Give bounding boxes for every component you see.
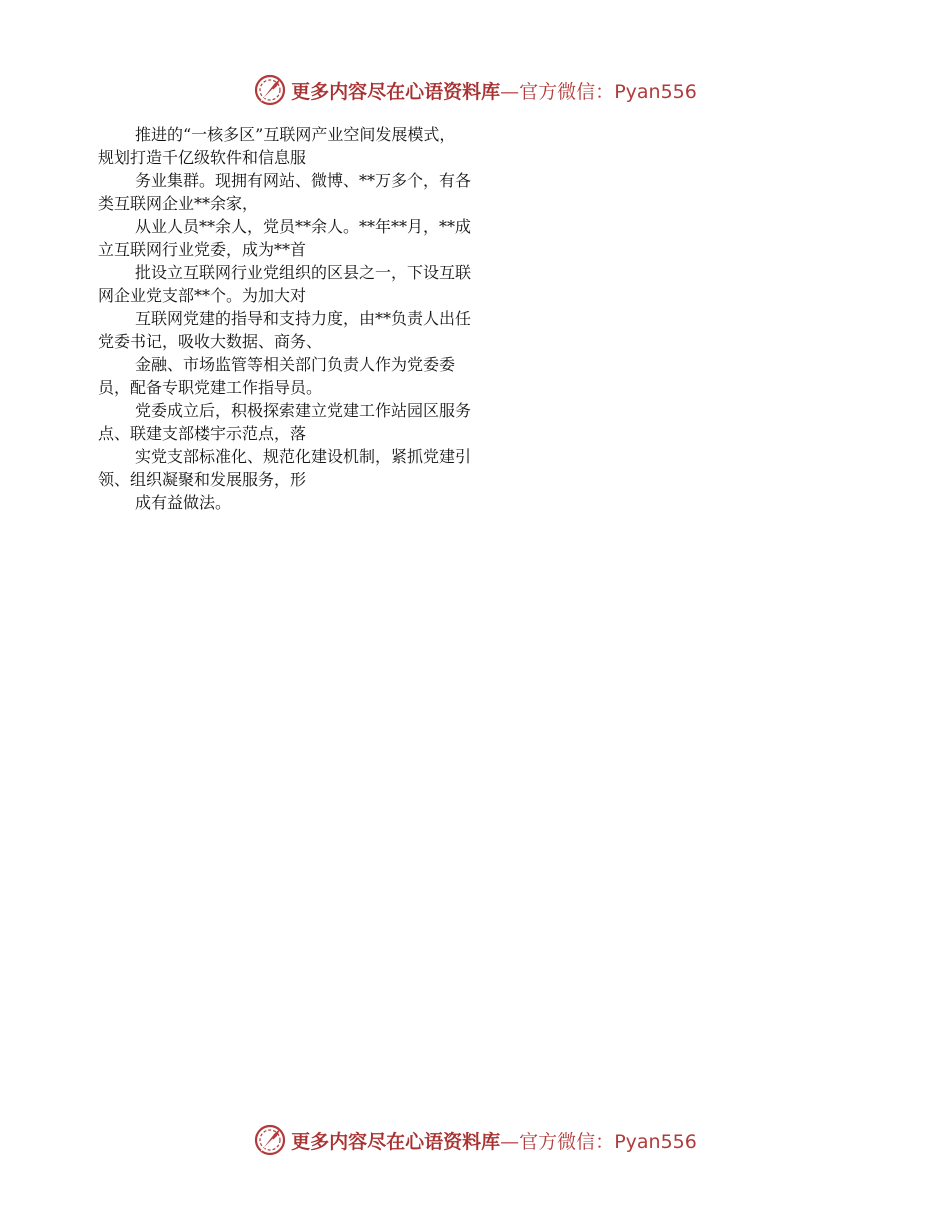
header-banner: [0, 70, 950, 110]
text-line: 务业集群。现拥有网站、微博、**万多个，有各: [135, 171, 472, 190]
banner-wechat-label: 官方微信：: [519, 1130, 615, 1153]
banner-separator: —: [500, 80, 520, 103]
text-line: 金融、市场监管等相关部门负责人作为党委委: [135, 355, 456, 374]
banner-text: [291, 1127, 697, 1154]
text-line: 领、组织凝聚和发展服务，形: [98, 470, 307, 489]
document-body: [98, 122, 858, 513]
text-line: 成有益做法。: [135, 493, 232, 512]
quill-pen-logo-icon: [253, 1123, 287, 1157]
banner-title: 更多内容尽在心语资料库: [291, 80, 501, 103]
text-line: 规划打造千亿级软件和信息服: [98, 148, 307, 167]
text-line: 立互联网行业党委，成为**首: [98, 240, 307, 259]
text-line: 实党支部标准化、规范化建设机制，紧抓党建引: [135, 447, 472, 466]
banner-wechat-label: 官方微信：: [519, 80, 615, 103]
banner-title: 更多内容尽在心语资料库: [291, 1130, 501, 1153]
text-line: 推进的“一核多区”互联网产业空间发展模式，: [135, 125, 456, 144]
text-line: 网企业党支部**个。为加大对: [98, 286, 307, 305]
text-line: 批设立互联网行业党组织的区县之一，下设互联: [135, 263, 472, 282]
banner-wechat-id: Pyan556: [614, 1130, 697, 1153]
text-line: 员，配备专职党建工作指导员。: [98, 378, 323, 397]
text-line: 类互联网企业**余家，: [98, 194, 259, 213]
text-line: 党委书记，吸收大数据、商务、: [98, 332, 323, 351]
banner-text: [291, 77, 697, 104]
text-line: 从业人员**余人，党员**余人。**年**月，**成: [135, 217, 472, 236]
text-line: 互联网党建的指导和支持力度，由**负责人出任: [135, 309, 472, 328]
quill-pen-logo-icon: [253, 73, 287, 107]
text-line: 点、联建支部楼宇示范点，落: [98, 424, 307, 443]
banner-separator: —: [500, 1130, 520, 1153]
footer-banner: [0, 1120, 950, 1160]
banner-wechat-id: Pyan556: [614, 80, 697, 103]
text-line: 党委成立后，积极探索建立党建工作站园区服务: [135, 401, 472, 420]
